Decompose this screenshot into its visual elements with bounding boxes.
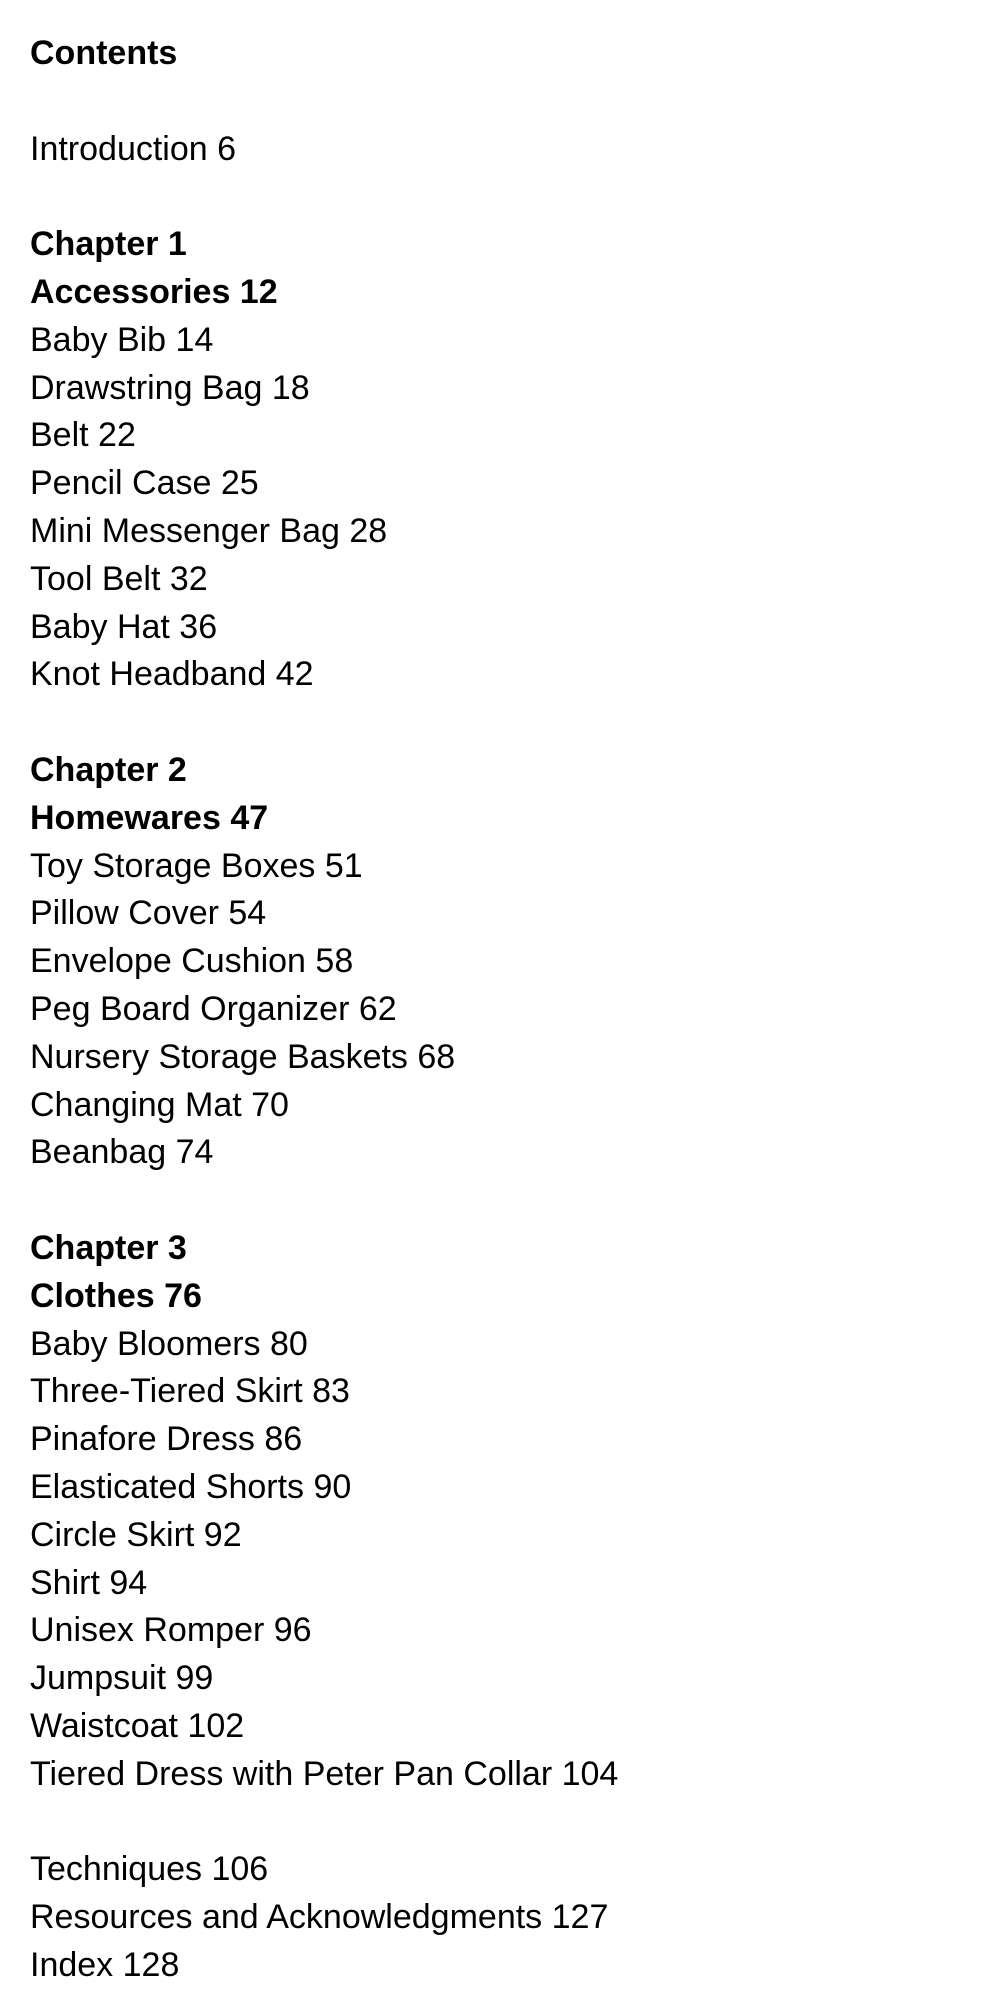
techniques-entry: Techniques 106	[30, 1850, 269, 1889]
toc-entry: Belt 22	[30, 416, 136, 455]
toc-entry: Baby Bloomers 80	[30, 1324, 308, 1363]
toc-entry: Baby Bib 14	[30, 320, 214, 359]
chapter-2-label: Chapter 2	[30, 750, 187, 789]
table-of-contents	[30, 30, 970, 1990]
toc-entry: Nursery Storage Baskets 68	[30, 1037, 456, 1076]
toc-entry: Drawstring Bag 18	[30, 368, 310, 407]
spacer	[30, 1798, 970, 1846]
toc-entry: Waistcoat 102	[30, 1706, 245, 1745]
toc-entry: Peg Board Organizer 62	[30, 989, 397, 1028]
toc-entry: Pencil Case 25	[30, 464, 259, 503]
toc-entry: Pinafore Dress 86	[30, 1420, 303, 1459]
toc-entry: Unisex Romper 96	[30, 1611, 312, 1650]
spacer	[30, 1177, 970, 1225]
toc-entry: Jumpsuit 99	[30, 1659, 214, 1698]
toc-entry: Shirt 94	[30, 1563, 148, 1602]
index-entry: Index 128	[30, 1945, 180, 1984]
toc-entry: Three-Tiered Skirt 83	[30, 1372, 350, 1411]
toc-entry: Knot Headband 42	[30, 655, 314, 694]
spacer	[30, 78, 970, 126]
toc-entry: Pillow Cover 54	[30, 894, 267, 933]
toc-entry: Tiered Dress with Peter Pan Collar 104	[30, 1754, 619, 1793]
contents-heading: Contents	[30, 34, 178, 72]
resources-entry: Resources and Acknowledgments 127	[30, 1898, 609, 1937]
toc-entry: Mini Messenger Bag 28	[30, 511, 388, 550]
chapter-1-label: Chapter 1	[30, 225, 187, 264]
spacer	[30, 173, 970, 221]
chapter-3-label: Chapter 3	[30, 1228, 187, 1267]
chapter-2-title: Homewares 47	[30, 798, 269, 837]
toc-entry: Changing Mat 70	[30, 1085, 289, 1124]
toc-entry: Elasticated Shorts 90	[30, 1467, 352, 1506]
toc-entry: Tool Belt 32	[30, 559, 208, 598]
spacer	[30, 699, 970, 747]
toc-entry: Baby Hat 36	[30, 607, 218, 646]
chapter-1-title: Accessories 12	[30, 272, 278, 311]
toc-entry: Envelope Cushion 58	[30, 942, 354, 981]
chapter-3-title: Clothes 76	[30, 1276, 202, 1315]
toc-entry: Toy Storage Boxes 51	[30, 846, 363, 885]
introduction-entry: Introduction 6	[30, 129, 237, 168]
toc-entry: Beanbag 74	[30, 1133, 214, 1172]
toc-entry: Circle Skirt 92	[30, 1515, 242, 1554]
